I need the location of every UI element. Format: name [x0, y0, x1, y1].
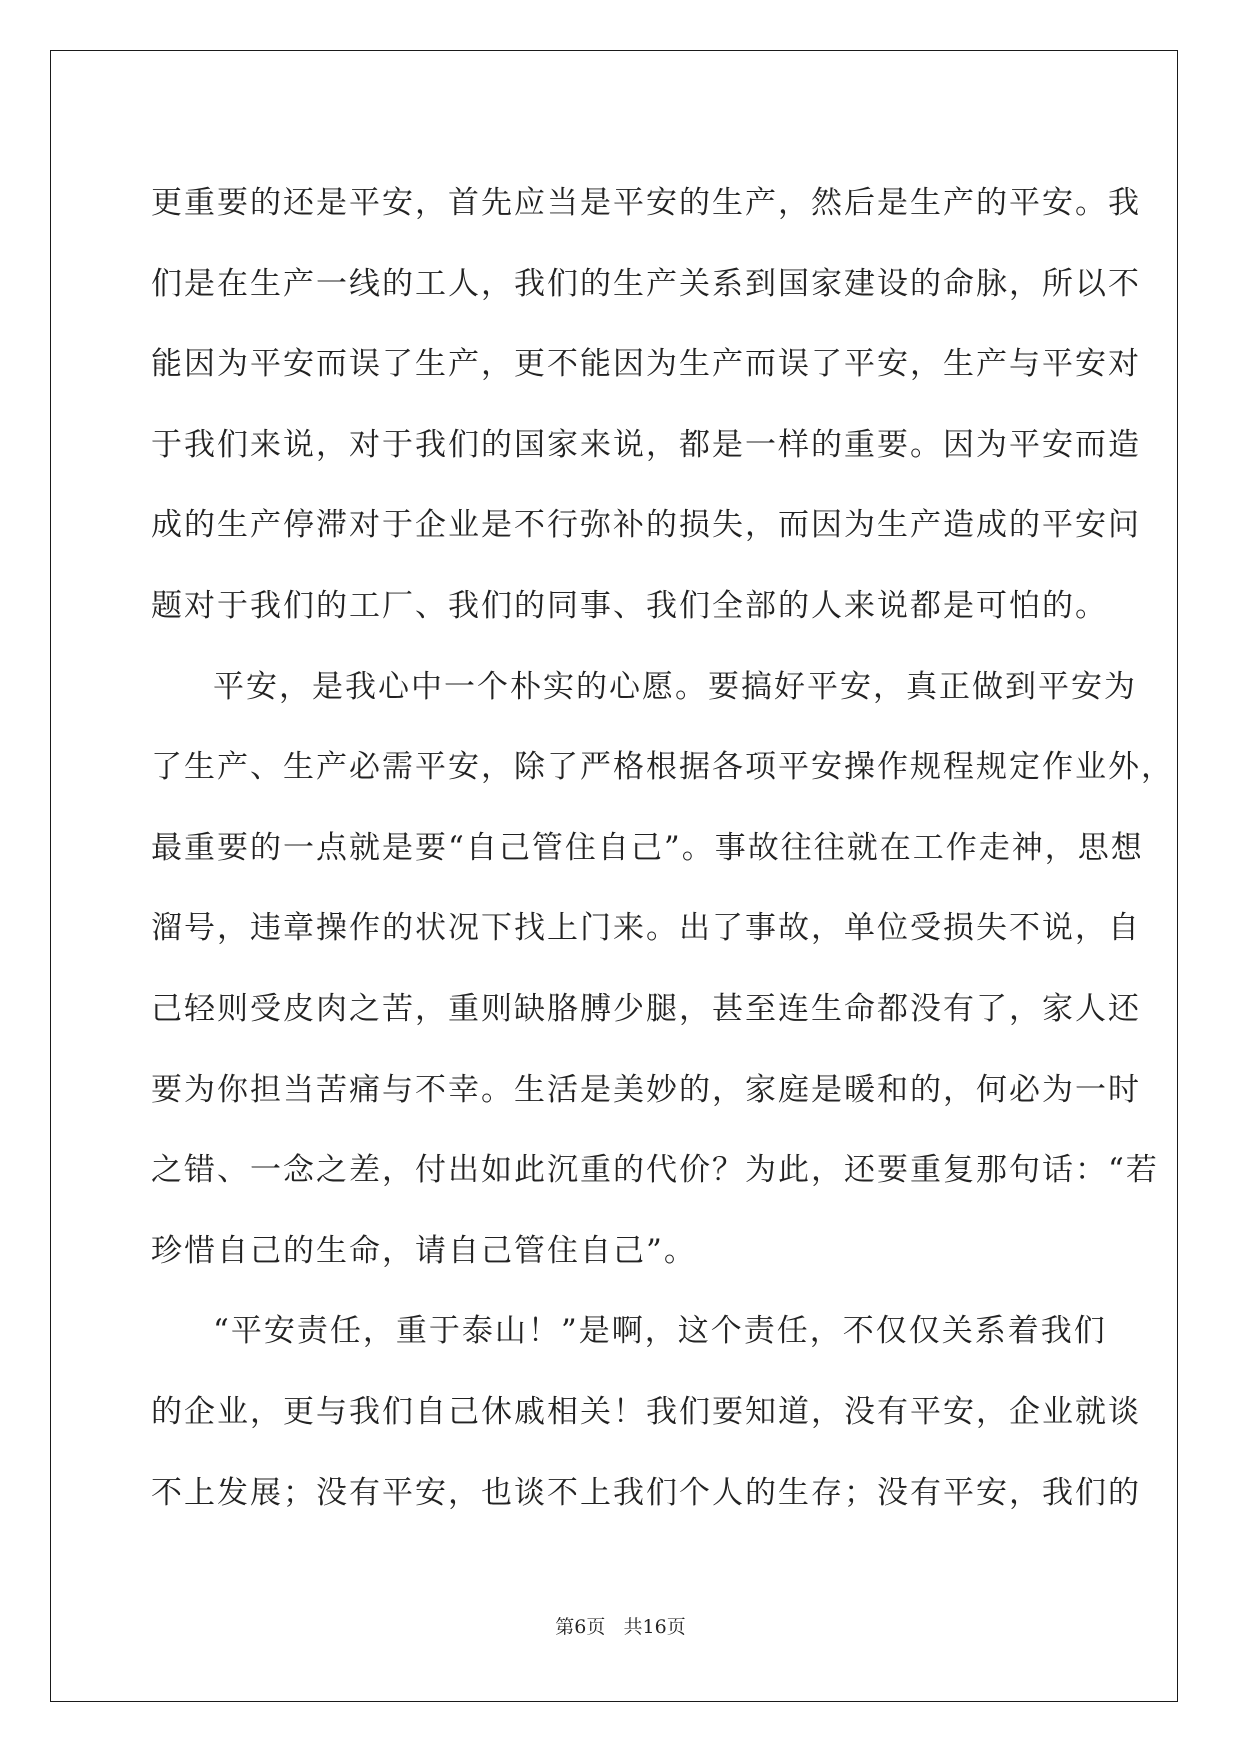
- document-body: [151, 163, 1174, 1533]
- page-footer: [0, 1612, 1241, 1639]
- text-line: 于我们来说，对于我们的国家来说，都是一样的重要。因为平安而造: [151, 426, 1141, 463]
- text-line: 成的生产停滞对于企业是不行弥补的损失，而因为生产造成的平安问: [151, 507, 1141, 544]
- text-line: 不上发展；没有平安，也谈不上我们个人的生存；没有平安，我们的: [151, 1474, 1141, 1511]
- page-total: 共16页: [623, 1616, 686, 1638]
- text-line: 能因为平安而误了生产，更不能因为生产而误了平安，生产与平安对: [151, 346, 1141, 383]
- text-line: 平安，是我心中一个朴实的心愿。要搞好平安，真正做到平安为: [213, 668, 1137, 705]
- text-line: 了生产、生产必需平安，除了严格根据各项平安操作规程规定作业外，: [151, 749, 1174, 786]
- page-number: 第6页: [555, 1616, 606, 1638]
- text-line: 要为你担当苦痛与不幸。生活是美妙的，家庭是暖和的，何必为一时: [151, 1071, 1141, 1108]
- text-line: “平安责任，重于泰山！”是啊，这个责任，不仅仅关系着我们: [213, 1313, 1107, 1350]
- text-line: 溜号，违章操作的状况下找上门来。出了事故，单位受损失不说，自: [151, 910, 1141, 947]
- text-line: 题对于我们的工厂、我们的同事、我们全部的人来说都是可怕的。: [151, 587, 1108, 624]
- text-line: 己轻则受皮肉之苦，重则缺胳膊少腿，甚至连生命都没有了，家人还: [151, 990, 1141, 1027]
- text-line: 的企业，更与我们自己休戚相关！我们要知道，没有平安，企业就谈: [151, 1393, 1141, 1430]
- text-line: 之错、一念之差，付出如此沉重的代价？为此，还要重复那句话：“若: [151, 1152, 1159, 1189]
- text-line: 们是在生产一线的工人，我们的生产关系到国家建设的命脉，所以不: [151, 265, 1141, 302]
- text-line: 珍惜自己的生命，请自己管住自己”。: [151, 1232, 697, 1269]
- footer-gap: [605, 1616, 623, 1638]
- text-line: 更重要的还是平安，首先应当是平安的生产，然后是生产的平安。我: [151, 185, 1141, 221]
- text-line: 最重要的一点就是要“自己管住自己”。事故往往就在工作走神，思想: [151, 829, 1144, 866]
